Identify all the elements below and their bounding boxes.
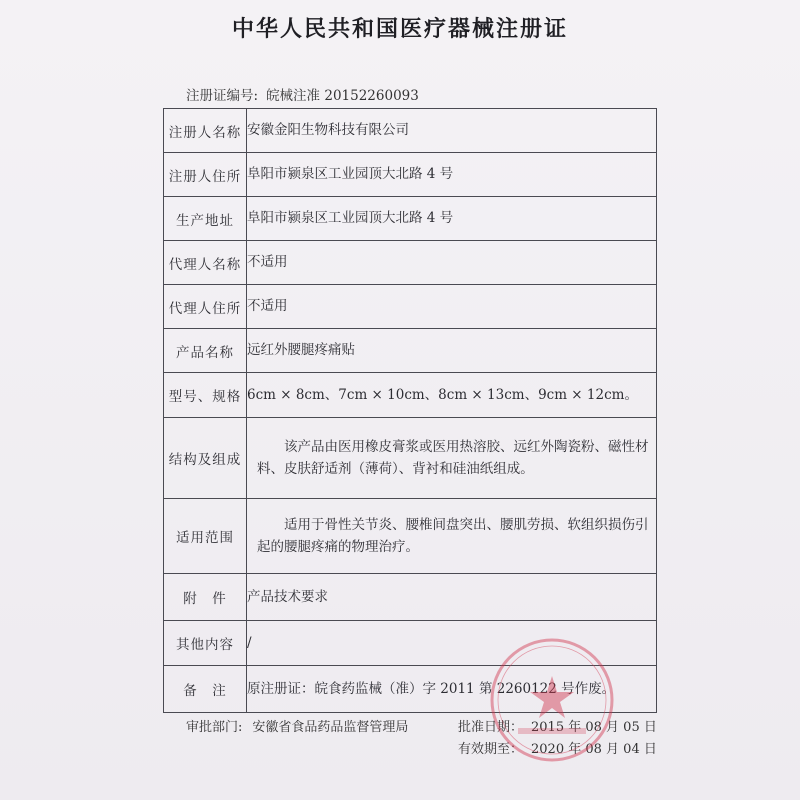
- table-row: [164, 329, 657, 373]
- field-label: 备 注: [164, 666, 247, 713]
- table-row: [164, 418, 657, 499]
- field-label: 其他内容: [164, 621, 247, 666]
- expiry-date-label: 有效期至：: [458, 742, 524, 757]
- expiry-date: [458, 738, 657, 757]
- field-label: 适用范围: [164, 499, 247, 574]
- table-row: [164, 109, 657, 153]
- field-value: /: [247, 621, 657, 666]
- field-value: 不适用: [247, 285, 657, 329]
- field-label: 代理人名称: [164, 241, 247, 285]
- approval-department-value: 安徽省食品药品监督管理局: [252, 720, 409, 735]
- approval-date-value: 2015 年 08 月 05 日: [531, 720, 657, 735]
- table-row: [164, 621, 657, 666]
- field-value: 产品技术要求: [247, 574, 657, 621]
- registration-number-value: 皖械注准 20152260093: [266, 88, 419, 104]
- approval-department: [186, 716, 408, 735]
- field-label: 型号、规格: [164, 373, 247, 418]
- field-label: 结构及组成: [164, 418, 247, 499]
- table-row: [164, 373, 657, 418]
- field-value: 不适用: [247, 241, 657, 285]
- registration-number: [186, 84, 419, 104]
- table-row: [164, 574, 657, 621]
- table-row: [164, 241, 657, 285]
- field-value: 原注册证：皖食药监械（准）字 2011 第 2260122 号作废。: [247, 666, 657, 713]
- field-label: 代理人住所: [164, 285, 247, 329]
- field-value: 适用于骨性关节炎、腰椎间盘突出、腰肌劳损、软组织损伤引起的腰腿疼痛的物理治疗。: [247, 499, 657, 574]
- approval-date-label: 批准日期：: [458, 720, 524, 735]
- field-value: 阜阳市颍泉区工业园顶大北路 4 号: [247, 153, 657, 197]
- table-row: [164, 285, 657, 329]
- registration-number-label: 注册证编号:: [186, 88, 259, 104]
- field-value: 阜阳市颍泉区工业园顶大北路 4 号: [247, 197, 657, 241]
- table-row: [164, 197, 657, 241]
- approval-date: [458, 716, 657, 735]
- table-row: [164, 666, 657, 713]
- field-label: 附 件: [164, 574, 247, 621]
- field-value: 远红外腰腿疼痛贴: [247, 329, 657, 373]
- table-row: [164, 499, 657, 574]
- field-value: 安徽金阳生物科技有限公司: [247, 109, 657, 153]
- field-value: 该产品由医用橡皮膏浆或医用热溶胶、远红外陶瓷粉、磁性材料、皮肤舒适剂（薄荷）、背衬和硅油纸组成。: [247, 418, 657, 499]
- field-label: 注册人名称: [164, 109, 247, 153]
- expiry-date-value: 2020 年 08 月 04 日: [531, 742, 657, 757]
- document-title: 中华人民共和国医疗器械注册证: [231, 16, 568, 42]
- table-row: [164, 153, 657, 197]
- field-value: 6cm × 8cm、7cm × 10cm、8cm × 13cm、9cm × 12cm。: [247, 373, 657, 418]
- approval-department-label: 审批部门:: [186, 720, 243, 735]
- certificate-table: [163, 108, 657, 713]
- field-label: 注册人住所: [164, 153, 247, 197]
- field-label: 生产地址: [164, 197, 247, 241]
- field-label: 产品名称: [164, 329, 247, 373]
